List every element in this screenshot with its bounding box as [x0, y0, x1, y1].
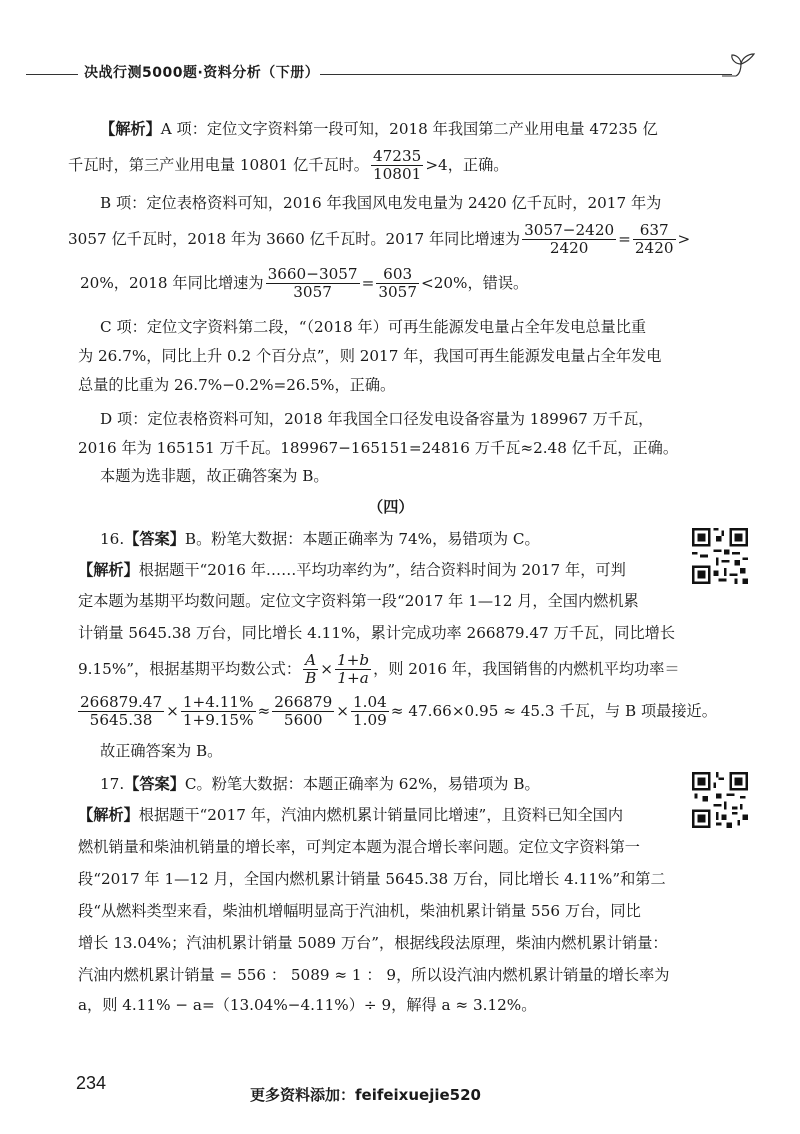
fraction: $\frac{1+4.11\%}{1+9.15\%}$ — [182, 693, 254, 730]
q17-analysis-line3: 段“2017 年 1—12 月，全国内燃机累计销量 5645.38 万台，同比增长 4.11%”和第二 — [78, 870, 666, 888]
q17-analysis-line7: a，则 4.11% − a=（13.04%−4.11%）÷ 9，解得 a ≈ 3.12%。 — [78, 996, 537, 1014]
section-title: （四） — [368, 498, 414, 516]
footer-contact: 更多资料添加：feifeixuejie520 — [250, 1086, 481, 1104]
analysis-d-line1: D 项：定位表格资料可知，2018 年我国全口径发电设备容量为 189967 万千瓦， — [100, 410, 654, 428]
q16-analysis-line2: 定本题为基期平均数问题。定位文字资料第一段“2017 年 1—12 月，全国内燃机累 — [78, 592, 639, 610]
fraction: $\frac{1+b}{1+a}$ — [336, 651, 370, 688]
analysis-c-line1: C 项：定位文字资料第二段，“（2018 年）可再生能源发电量占全年发电总量比重 — [100, 318, 647, 336]
fraction: $\frac{637}{2420}$ — [634, 221, 674, 258]
fraction: $\frac{266879}{5600}$ — [274, 693, 333, 730]
running-header: 决战行测5000题·资料分析（下册） — [84, 65, 320, 81]
analysis-a-line1: 【解析】A 项：定位文字资料第一段可知，2018 年我国第二产业用电量 47235 亿 — [100, 120, 658, 138]
analysis-b-line1: B 项：定位表格资料可知，2016 年我国风电发电量为 2420 亿千瓦时，2017 年为 — [100, 194, 662, 212]
q17-answer: 17.【答案】C。粉笔大数据：本题正确率为 62%，易错项为 B。 — [100, 775, 540, 793]
qr-code-icon-q16[interactable] — [692, 528, 748, 584]
analysis-a-line2: 千瓦时，第三产业用电量 10801 亿千瓦时。 $\frac{47235}{10801}$ >4，正确。 — [68, 147, 509, 184]
q16-conclusion: 故正确答案为 B。 — [100, 742, 223, 760]
q16-analysis-line5: $\frac{266879.47}{5645.38}$ × $\frac{1+4.11\%}{1+9.15\%}$ ≈ $\frac{266879}{5600}$ × $\frac{1.04}{1.09}$ ≈ 47.66×0.95 ≈ 45.3 千瓦，与 B 项最接近。 — [80, 693, 717, 730]
fraction: $\frac{3660-3057}{3057}$ — [267, 265, 358, 302]
fraction: $\frac{266879.47}{5645.38}$ — [80, 693, 163, 730]
q17-analysis-line4: 段“从燃料类型来看，柴油机增幅明显高于汽油机，柴油机累计销量 556 万台，同比 — [78, 902, 641, 920]
analysis-b-line3: 20%，2018 年同比增速为 $\frac{3660-3057}{3057}$ = $\frac{603}{3057}$ <20%，错误。 — [80, 265, 529, 302]
fraction: $\frac{A}{B}$ — [305, 651, 317, 688]
analysis-tag: 【解析】 — [100, 120, 161, 138]
sprout-icon — [722, 52, 760, 80]
q16-analysis-line4: 9.15%”，根据基期平均数公式： $\frac{A}{B}$ × $\frac{1+b}{1+a}$ ，则 2016 年，我国销售的内燃机平均功率＝ — [78, 651, 680, 688]
q16-analysis-line3: 计销量 5645.38 万台，同比增长 4.11%，累计完成功率 266879.47 万千瓦，同比增长 — [78, 624, 676, 642]
fraction: $\frac{3057-2420}{2420}$ — [524, 221, 615, 258]
q17-analysis-line1: 【解析】根据题干“2017 年，汽油内燃机累计销量同比增速”，且资料已知全国内 — [78, 806, 624, 824]
fraction: $\frac{1.04}{1.09}$ — [352, 693, 387, 730]
analysis-conclusion: 本题为选非题，故正确答案为 B。 — [100, 467, 329, 485]
q17-analysis-line6: 汽油内燃机累计销量 = 556 ： 5089 ≈ 1 ： 9，所以设汽油内燃机累计销量的增长率为 — [78, 966, 670, 984]
analysis-b-line2: 3057 亿千瓦时，2018 年为 3660 亿千瓦时。2017 年同比增速为 $\frac{3057-2420}{2420}$ = $\frac{637}{2420}$ > — [68, 221, 691, 258]
page-number: 234 — [76, 1073, 107, 1093]
q16-answer: 16.【答案】B。粉笔大数据：本题正确率为 74%，易错项为 C。 — [100, 530, 540, 548]
q16-analysis-line1: 【解析】根据题干“2016 年……平均功率约为”，结合资料时间为 2017 年，可判 — [78, 561, 626, 579]
analysis-c-line2: 为 26.7%，同比上升 0.2 个百分点”，则 2017 年，我国可再生能源发电量占全年发电 — [78, 347, 662, 365]
qr-code-icon-q17[interactable] — [692, 772, 748, 828]
analysis-c-line3: 总量的比重为 26.7%−0.2%=26.5%，正确。 — [78, 376, 396, 394]
fraction: $\frac{47235}{10801}$ — [372, 147, 422, 184]
analysis-d-line2: 2016 年为 165151 万千瓦。189967−165151=24816 万千瓦≈2.48 亿千瓦，正确。 — [78, 439, 679, 457]
header-rule-left — [26, 74, 78, 75]
header-rule-right — [320, 74, 732, 75]
q17-analysis-line5: 增长 13.04%；汽油机累计销量 5089 万台”，根据线段法原理，柴油内燃机累计销量： — [78, 934, 668, 952]
fraction: $\frac{603}{3057}$ — [378, 265, 417, 302]
q17-analysis-line2: 燃机销量和柴油机销量的增长率，可判定本题为混合增长率问题。定位文字资料第一 — [78, 838, 640, 856]
